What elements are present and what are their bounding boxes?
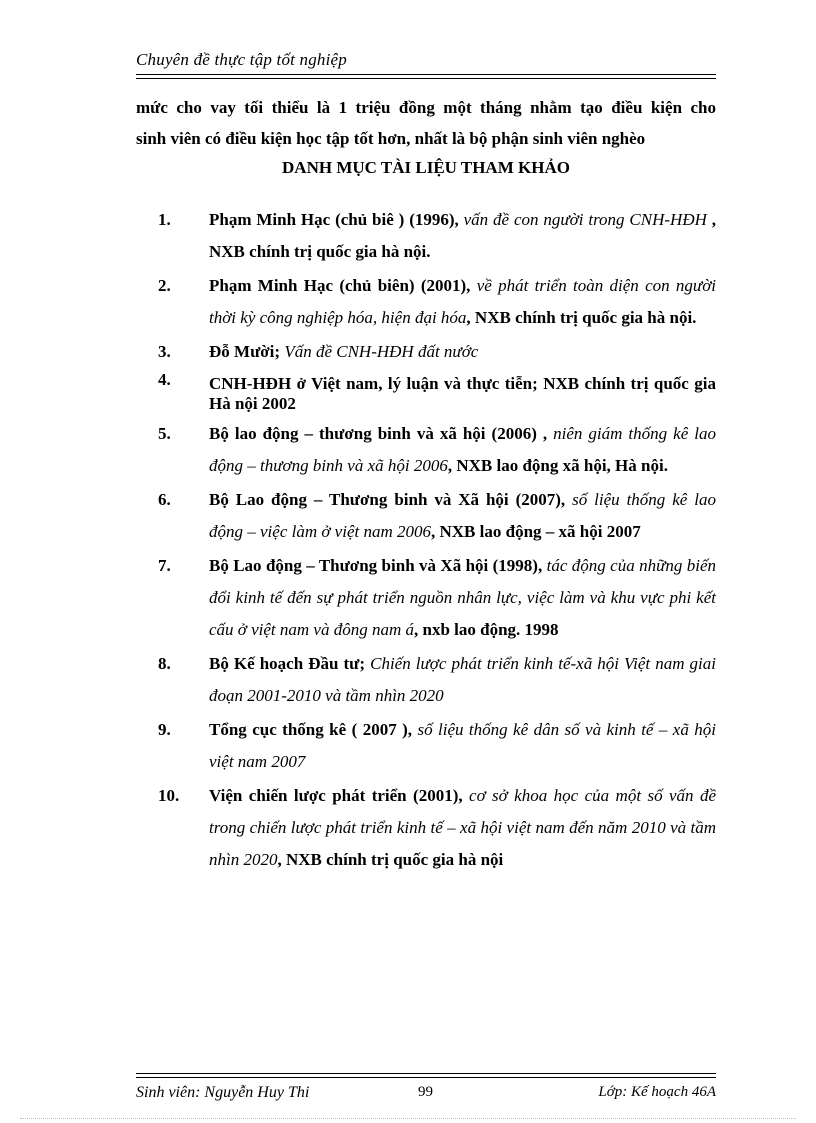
reference-number: 2. bbox=[158, 276, 171, 295]
page-edge-divider bbox=[20, 1118, 796, 1119]
reference-title: vấn đề con người trong CNH-HĐH bbox=[463, 210, 707, 229]
reference-publisher: , nxb lao động. 1998 bbox=[414, 620, 559, 639]
reference-publisher: , NXB chính trị quốc gia hà nội. bbox=[209, 210, 716, 261]
reference-number: 9. bbox=[158, 720, 171, 739]
reference-authors: Viện chiến lược phát triển (2001), bbox=[209, 786, 470, 805]
reference-authors: Phạm Minh Hạc (chủ biê ) (1996), bbox=[209, 210, 464, 229]
intro-line-1: mức cho vay tối thiểu là 1 triệu đồng một tháng nhằm tạo điều kiện cho bbox=[136, 98, 716, 117]
reference-item bbox=[136, 484, 716, 548]
reference-authors: Bộ Kế hoạch Đầu tư; bbox=[209, 654, 371, 673]
reference-publisher: , NXB lao động xã hội, Hà nội. bbox=[447, 456, 668, 475]
reference-item bbox=[136, 418, 716, 482]
reference-title: về phát triển toàn diện con người thời kỳ công nghiệp hóa, hiện đại hóa bbox=[209, 276, 716, 327]
reference-item bbox=[136, 780, 716, 876]
page-number: 99 bbox=[418, 1084, 433, 1100]
reference-number: 6. bbox=[158, 490, 171, 509]
reference-number: 1. bbox=[158, 210, 171, 229]
reference-title: tác động của những biến đổi kinh tế đến sự phát triển nguồn nhân lực, việc làm và khu vực phi kết cấu ở việt nam và đông nam á bbox=[209, 556, 716, 639]
footer-student: Sinh viên: Nguyễn Huy Thi bbox=[136, 1084, 310, 1101]
reference-authors: Bộ Lao động – Thương binh và Xã hội (1998), bbox=[209, 556, 547, 575]
reference-authors: Bộ lao động – thương binh và xã hội (2006) , bbox=[209, 424, 554, 443]
reference-item bbox=[136, 370, 716, 414]
reference-authors: CNH-HĐH ở Việt nam, lý luận và thực tiễn; NXB chính trị quốc gia Hà nội 2002 bbox=[209, 374, 716, 413]
reference-number: 5. bbox=[158, 424, 171, 443]
reference-title: niên giám thống kê lao động – thương binh và xã hội 2006 bbox=[209, 424, 716, 475]
reference-number: 3. bbox=[158, 342, 171, 361]
reference-publisher: , NXB lao động – xã hội 2007 bbox=[431, 522, 641, 541]
footer-class: Lớp: Kế hoạch 46A bbox=[598, 1084, 716, 1100]
reference-item bbox=[136, 714, 716, 778]
reference-item bbox=[136, 336, 716, 368]
reference-authors: Bộ Lao động – Thương binh và Xã hội (2007), bbox=[209, 490, 573, 509]
reference-publisher: , NXB chính trị quốc gia hà nội. bbox=[466, 308, 697, 327]
header-rule bbox=[136, 74, 716, 79]
reference-title: số liệu thống kê dân số và kinh tế – xã hội việt nam 2007 bbox=[209, 720, 717, 771]
reference-title: Vấn đề CNH-HĐH đất nước bbox=[284, 342, 479, 361]
reference-title: cơ sở khoa học của một số vấn đề trong chiến lược phát triển kinh tế – xã hội việt nam đến năm 2010 và tầm nhìn 2020 bbox=[209, 786, 716, 869]
reference-number: 7. bbox=[158, 556, 171, 575]
intro-line-2: sinh viên có điều kiện học tập tốt hơn, nhất là bộ phận sinh viên nghèo bbox=[136, 129, 646, 148]
references-heading: DANH MỤC TÀI LIỆU THAM KHẢO bbox=[282, 158, 570, 177]
reference-authors: Đỗ Mười; bbox=[209, 342, 285, 361]
reference-list bbox=[136, 204, 716, 878]
reference-publisher: , NXB chính trị quốc gia hà nội bbox=[277, 850, 504, 869]
reference-number: 4. bbox=[158, 370, 171, 389]
reference-item bbox=[136, 270, 716, 334]
footer-rule bbox=[136, 1073, 716, 1078]
reference-item bbox=[136, 204, 716, 268]
reference-authors: Tổng cục thống kê ( 2007 ), bbox=[209, 720, 418, 739]
reference-number: 10. bbox=[158, 786, 180, 805]
intro-paragraph bbox=[136, 92, 716, 154]
reference-title: Chiến lược phát triển kinh tế-xã hội Việt nam giai đoạn 2001-2010 và tầm nhìn 2020 bbox=[209, 654, 716, 705]
reference-number: 8. bbox=[158, 654, 171, 673]
running-header: Chuyên đề thực tập tốt nghiệp bbox=[136, 50, 348, 69]
reference-title: số liệu thống kê lao động – việc làm ở việt nam 2006 bbox=[209, 490, 716, 541]
reference-authors: Phạm Minh Hạc (chủ biên) (2001), bbox=[209, 276, 477, 295]
reference-item bbox=[136, 550, 716, 646]
reference-item bbox=[136, 648, 716, 712]
